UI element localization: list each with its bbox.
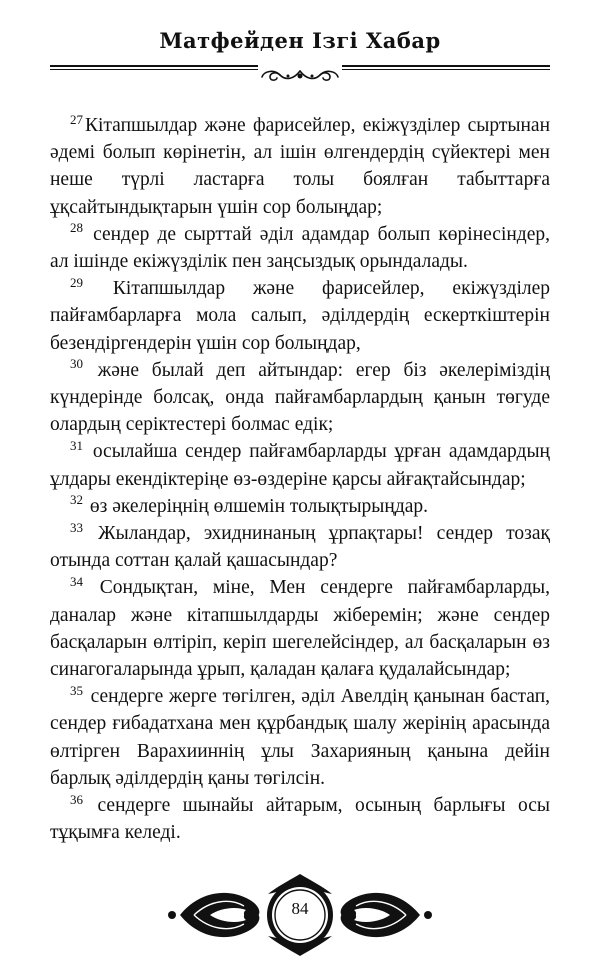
book-title: Матфейден Ізгі Хабар	[159, 28, 441, 53]
verse-28	[50, 221, 550, 275]
verse-text: сендер де сырттай әділ адамдар болып көрінесіндер, ал ішінде екіжүзділік пен заңсыздық орындалады.	[50, 223, 550, 273]
verse-number: 36	[70, 791, 83, 807]
page-number: 84	[291, 899, 309, 918]
verse-text: және былай деп айтындар: егер біз әкелеріміздің күндерінде болсақ, онда пайғамбарлардың қанын төгуде олардың серіктестері болмас едік;	[50, 359, 551, 436]
verse-number: 34	[70, 573, 83, 589]
verse-35	[50, 683, 550, 792]
verse-text: Сондықтан, міне, Мен сендерге пайғамбарларды, даналар және кітапшылдарды жіберемін; және сендер басқаларын өлтіріп, керіп шегелейсіндер, ал басқаларын өз синагогаларында ұрып, қаладан қалаға қудалайсындар;	[50, 577, 551, 681]
verse-number: 29	[70, 274, 83, 290]
verse-31	[50, 438, 550, 492]
verse-text: Кітапшылдар және фарисейлер, екіжүзділер пайғамбарларға мола салып, әділдердің ескерткіштерін безендіргендерін үшін сор болыңдар,	[50, 278, 551, 354]
verse-number: 28	[70, 220, 83, 236]
verse-text: өз әкелеріңнің өлшемін толықтырыңдар.	[89, 495, 429, 517]
verse-number: 27	[70, 111, 83, 127]
verse-number: 30	[70, 356, 83, 372]
header-ornament-icon	[258, 65, 342, 87]
verse-text: осылайша сендер пайғамбарларды ұрған адамдардың ұлдары екендіктеріңе өз-өздеріне қарсы айғақтайсындар;	[50, 441, 550, 490]
verse-27	[50, 112, 550, 221]
verse-text: сендерге жерге төгілген, әділ Авелдің қанынан бастап, сендер ғибадатхана мен құрбандық шалу жерінің арасында өлтірген Варахииннің ұлы Захарияның қанына дейін барлық әділдердің қаны төгілсін.	[50, 686, 550, 789]
verse-text: Кітапшылдар және фарисейлер, екіжүзділер сыртынан әдемі болып көрінетін, ал ішін өлгендердің сүйектері мен неше түрлі ластарға толы боялған табыттарға ұқсайтындықтарын үшін сор болыңдар;	[50, 115, 550, 218]
verse-36	[50, 792, 550, 846]
verse-33	[50, 520, 550, 574]
verse-text: Жыландар, эхиднинаның ұрпақтары! сендер тозақ отында соттан қалай қашасындар?	[50, 523, 550, 572]
verse-32	[50, 493, 550, 520]
verse-text: сендерге шынайы айтарым, осының барлығы осы тұқымға келеді.	[50, 795, 551, 844]
verse-number: 35	[70, 682, 83, 698]
verse-number: 31	[70, 437, 83, 453]
verse-30	[50, 357, 550, 439]
verse-number: 32	[70, 492, 83, 508]
verse-29	[50, 275, 550, 357]
scripture-text	[50, 112, 550, 846]
verse-number: 33	[70, 519, 83, 535]
verse-34	[50, 574, 550, 683]
